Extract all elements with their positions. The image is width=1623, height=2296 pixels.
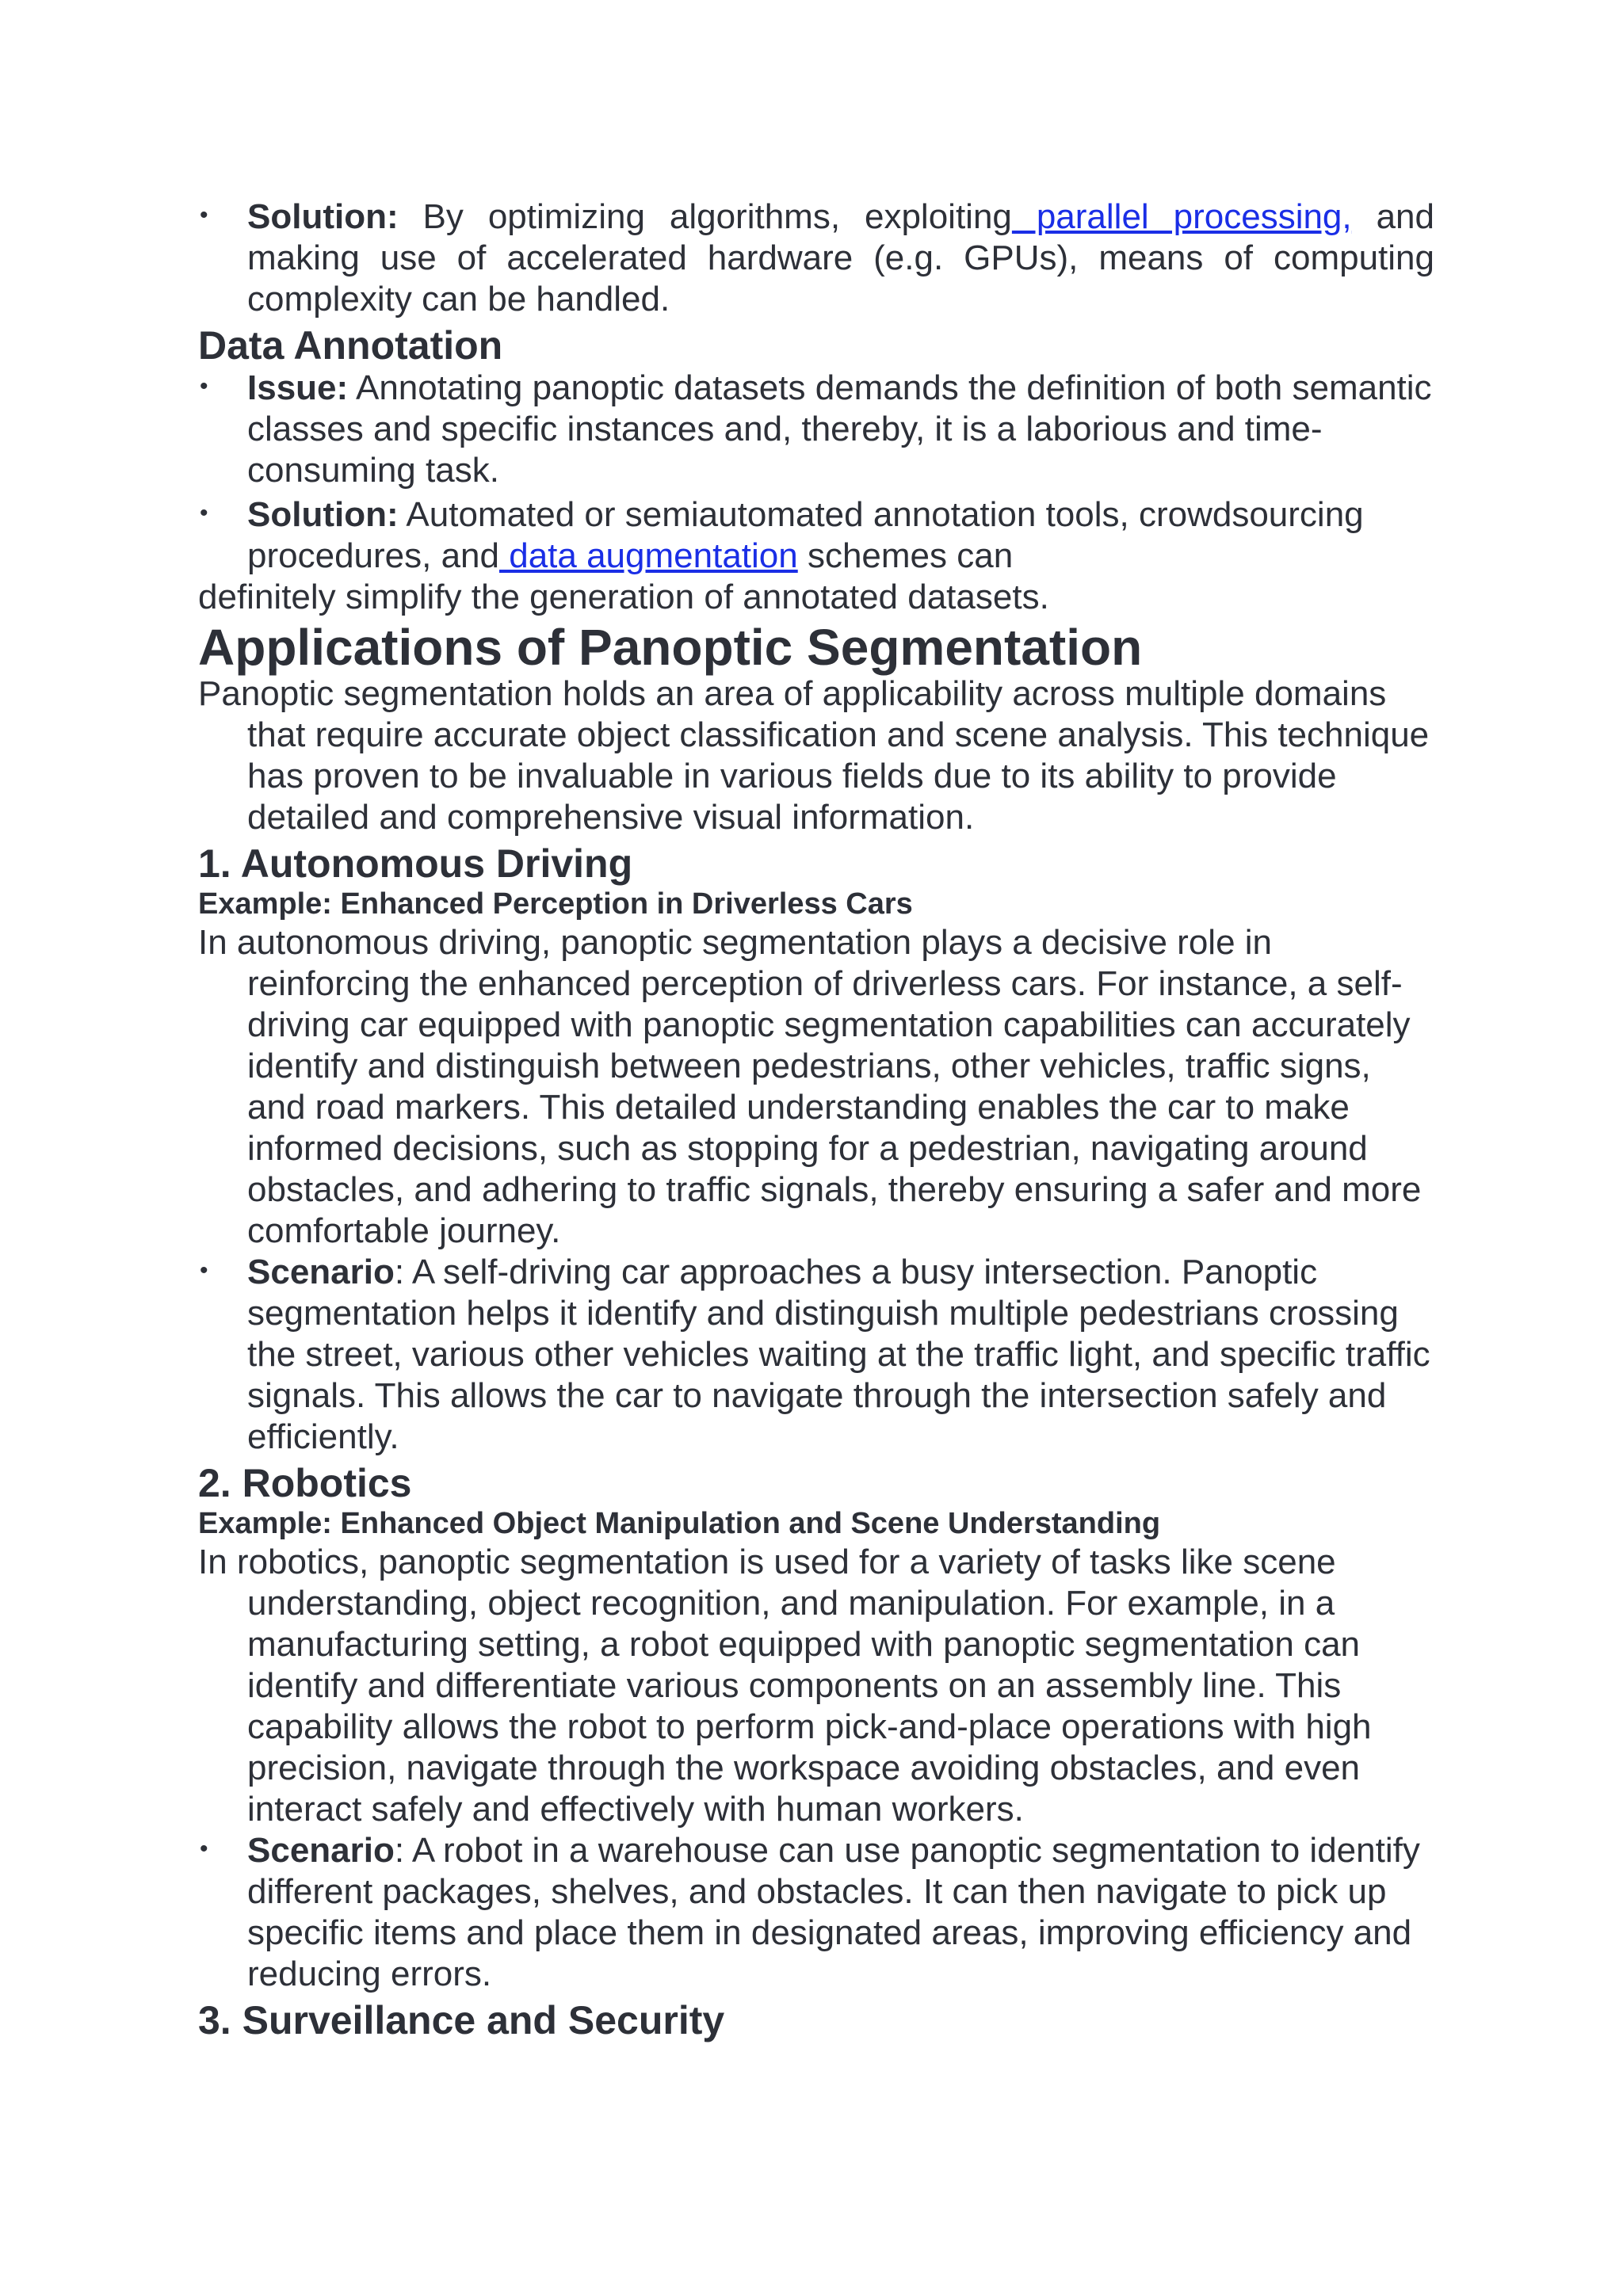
surveillance-heading: 3. Surveillance and Security bbox=[198, 1998, 725, 2042]
bullet-icon: • bbox=[200, 373, 208, 399]
data-augmentation-link[interactable]: data augmentation bbox=[499, 536, 798, 575]
scenario-text: : A self-driving car approaches a busy intersection. Panoptic segmentation helps it identify and distinguish multiple pedestrians crossing the street, various other vehicles waiting at the traffic light, and specific traffic signals. This allows the car to navigate through the intersection safely and efficiently. bbox=[247, 1253, 1430, 1456]
issue-label: Issue: bbox=[247, 368, 349, 407]
issue-text: Annotating panoptic datasets demands the definition of both semantic classes and specific instances and, thereby, it is a laborious and time-consuming task. bbox=[247, 368, 1432, 490]
autonomous-driving-example-heading: Example: Enhanced Perception in Driverless Cars bbox=[198, 887, 913, 921]
annotation-solution-text-after: schemes can bbox=[797, 536, 1014, 575]
bullet-icon: • bbox=[200, 1836, 208, 1862]
bullet-icon: • bbox=[200, 202, 208, 228]
autonomous-driving-scenario bbox=[198, 1252, 1434, 1458]
bullet-icon: • bbox=[200, 1257, 208, 1283]
applications-heading: Applications of Panoptic Segmentation bbox=[198, 619, 1143, 676]
scenario-label: Scenario bbox=[247, 1253, 395, 1291]
solution-text-after: and making use of accelerated hardware (e.g. GPUs), means of computing complexity can be handled. bbox=[247, 197, 1434, 318]
solution-label: Solution: bbox=[247, 197, 399, 236]
applications-intro: Panoptic segmentation holds an area of applicability across multiple domains that require accurate object classification and scene analysis. This technique has proven to be invaluable in various fields due to its ability to provide detailed and comprehensive visual information. bbox=[198, 674, 1430, 837]
robotics-paragraph: In robotics, panoptic segmentation is used for a variety of tasks like scene understanding, object recognition, and manipulation. For example, in a manufacturing setting, a robot equipped with panoptic segmentation can identify and differentiate various components on an assembly line. This capability allows the robot to perform pick-and-place operations with high precision, navigate through the workspace avoiding obstacles, and even interact safely and effectively with human workers. bbox=[198, 1543, 1372, 1829]
parallel-processing-link[interactable]: parallel processing, bbox=[1011, 197, 1352, 236]
autonomous-driving-heading: 1. Autonomous Driving bbox=[198, 841, 633, 886]
scenario-text: : A robot in a warehouse can use panoptic segmentation to identify different packages, shelves, and obstacles. It can then navigate to pick up specific items and place them in designated areas, improving efficiency and reducing errors. bbox=[247, 1831, 1420, 1993]
solution-bullet-computation bbox=[198, 196, 1434, 320]
robotics-example-heading: Example: Enhanced Object Manipulation and Scene Understanding bbox=[198, 1507, 1161, 1540]
annotation-continuation: definitely simplify the generation of annotated datasets. bbox=[198, 578, 1049, 616]
issue-bullet bbox=[198, 368, 1434, 491]
robotics-scenario bbox=[198, 1830, 1434, 1995]
autonomous-driving-paragraph: In autonomous driving, panoptic segmentation plays a decisive role in reinforcing the enhanced perception of driverless cars. For instance, a self-driving car equipped with panoptic segmentation capabilities can accurately identify and distinguish between pedestrians, other vehicles, traffic signs, and road markers. This detailed understanding enables the car to make informed decisions, such as stopping for a pedestrian, navigating around obstacles, and adhering to traffic signals, thereby ensuring a safer and more comfortable journey. bbox=[198, 923, 1422, 1250]
annotation-solution-text-before: Automated or semiautomated annotation tools, crowdsourcing procedures, and bbox=[247, 495, 1364, 575]
data-annotation-heading: Data Annotation bbox=[198, 323, 503, 368]
annotation-solution-label: Solution: bbox=[247, 495, 399, 534]
scenario-label: Scenario bbox=[247, 1831, 395, 1870]
robotics-heading: 2. Robotics bbox=[198, 1461, 412, 1505]
solution-text-before: By optimizing algorithms, exploiting bbox=[398, 197, 1012, 236]
bullet-icon: • bbox=[200, 500, 208, 526]
document-content bbox=[198, 196, 1434, 2042]
annotation-solution-bullet bbox=[198, 494, 1434, 577]
